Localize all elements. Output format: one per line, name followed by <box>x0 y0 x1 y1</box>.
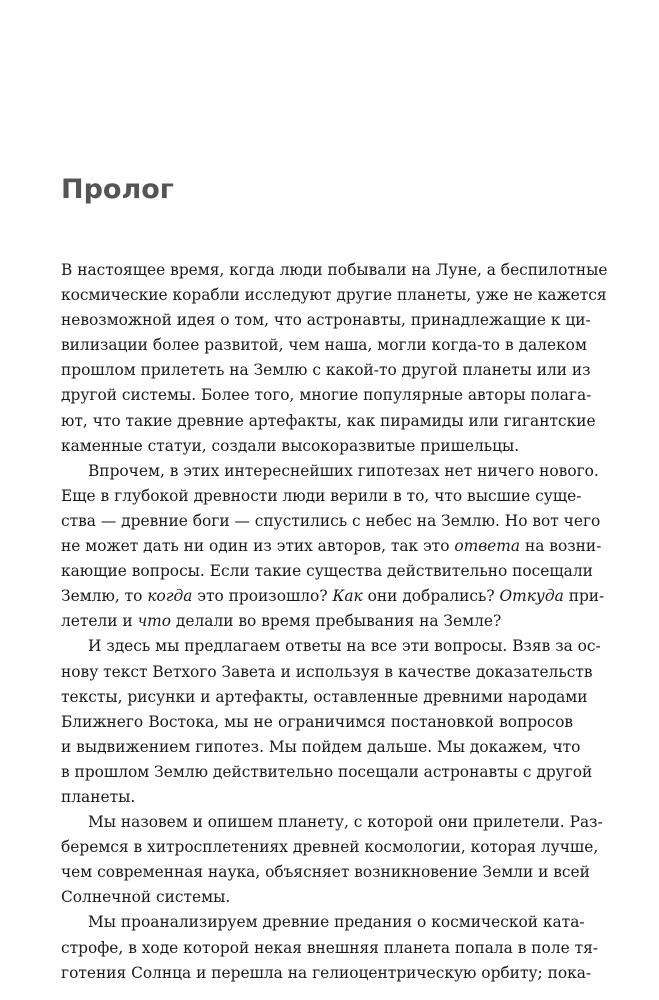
paragraph <box>61 634 601 810</box>
text-line <box>61 634 601 659</box>
text-line <box>61 885 573 910</box>
text-line <box>61 308 591 333</box>
text-line <box>61 835 599 860</box>
text-run: Еще в глубокой древности люди верили в то, что высшие суще- <box>61 486 582 505</box>
text-line <box>61 258 608 283</box>
text-line <box>61 936 599 961</box>
text-run: каменные статуи, создали высокоразвитые пришельцы. <box>61 436 520 455</box>
text-line <box>61 358 591 383</box>
text-run: Солнечной системы. <box>61 888 231 907</box>
text-line <box>61 409 596 434</box>
paragraph <box>61 810 603 910</box>
text-run: они добрались? <box>362 587 500 606</box>
text-run: другой системы. Более того, многие популярные авторы полага- <box>61 386 592 405</box>
text-run: делали во время пребывания на Земле? <box>171 612 502 631</box>
text-line <box>61 810 603 835</box>
text-run: вилизации более развитой, чем наша, могли когда-то в далеком <box>61 336 587 355</box>
text-line <box>61 735 581 760</box>
text-run: в прошлом Землю действительно посещали астронавты с другой <box>61 762 593 781</box>
text-line <box>61 710 573 735</box>
chapter-title: Пролог <box>61 174 174 205</box>
text-line <box>61 559 593 584</box>
text-run: строфе, в ходе которой некая внешняя планета попала в поле тя- <box>61 938 599 957</box>
paragraph <box>61 258 608 459</box>
text-run: не может дать ни один из этих авторов, так это <box>61 537 455 556</box>
text-line <box>61 961 592 986</box>
text-run: ства — древние боги — спустились с небес на Землю. Но вот чего <box>61 511 601 530</box>
text-run: это произошло? <box>192 587 333 606</box>
text-run: В настоящее время, когда люди побывали на Луне, а беспилотные <box>61 261 608 279</box>
text-run: на возни- <box>520 537 602 556</box>
text-run: планеты. <box>61 787 136 806</box>
text-line <box>61 609 573 634</box>
text-line <box>61 509 601 534</box>
text-line <box>61 910 585 935</box>
text-line <box>61 785 573 810</box>
text-run: космические корабли исследуют другие планеты, уже не кажется <box>61 286 607 305</box>
paragraph <box>61 459 605 635</box>
text-line <box>61 434 573 459</box>
text-run: Впрочем, в этих интереснейших гипотезах нет ничего нового. <box>88 461 599 480</box>
text-line <box>61 534 602 559</box>
paragraph <box>61 910 599 985</box>
text-line <box>61 484 582 509</box>
text-line <box>61 760 593 785</box>
text-run: тексты, рисунки и артефакты, оставленные древними народами <box>61 687 588 706</box>
text-run: летели и <box>61 612 138 631</box>
italic-text: ответа <box>454 537 521 556</box>
text-line <box>61 333 587 358</box>
body-text <box>61 258 608 986</box>
text-line <box>61 860 590 885</box>
text-line <box>61 660 593 685</box>
italic-text: когда <box>147 587 193 606</box>
text-run: нову текст Ветхого Завета и используя в качестве доказательств <box>61 662 593 681</box>
text-line <box>61 383 592 408</box>
text-run: при- <box>563 587 605 606</box>
text-line <box>61 283 607 308</box>
text-run: Ближнего Востока, мы не ограничимся постановкой вопросов <box>61 712 573 731</box>
text-line <box>61 685 588 710</box>
text-run: чем современная наука, объясняет возникновение Земли и всей <box>61 863 590 882</box>
text-run: Мы назовем и опишем планету, с которой они прилетели. Раз- <box>88 813 603 832</box>
text-run: Землю, то <box>61 587 148 606</box>
italic-text: что <box>137 612 172 631</box>
text-run: кающие вопросы. Если такие существа действительно посещали <box>61 562 593 581</box>
text-line <box>61 459 599 484</box>
text-run: готения Солнца и перешла на гелиоцентрическую орбиту; пока- <box>61 963 592 982</box>
text-run: ют, что такие древние артефакты, как пирамиды или гигантские <box>61 411 596 430</box>
text-run: Мы проанализируем древние предания о космической ката- <box>88 913 585 932</box>
italic-text: Откуда <box>499 587 564 606</box>
text-run: невозможной идея о том, что астронавты, принадлежащие к ци- <box>61 311 591 330</box>
text-run: беремся в хитросплетениях древней космологии, которая лучше, <box>61 838 599 857</box>
text-run: прошлом прилететь на Землю с какой-то другой планеты или из <box>61 361 591 380</box>
text-run: и выдвижением гипотез. Мы пойдем дальше. Мы докажем, что <box>61 737 581 756</box>
italic-text: Как <box>332 587 363 606</box>
text-run: И здесь мы предлагаем ответы на все эти вопросы. Взяв за ос- <box>88 637 601 656</box>
text-line <box>61 584 605 609</box>
